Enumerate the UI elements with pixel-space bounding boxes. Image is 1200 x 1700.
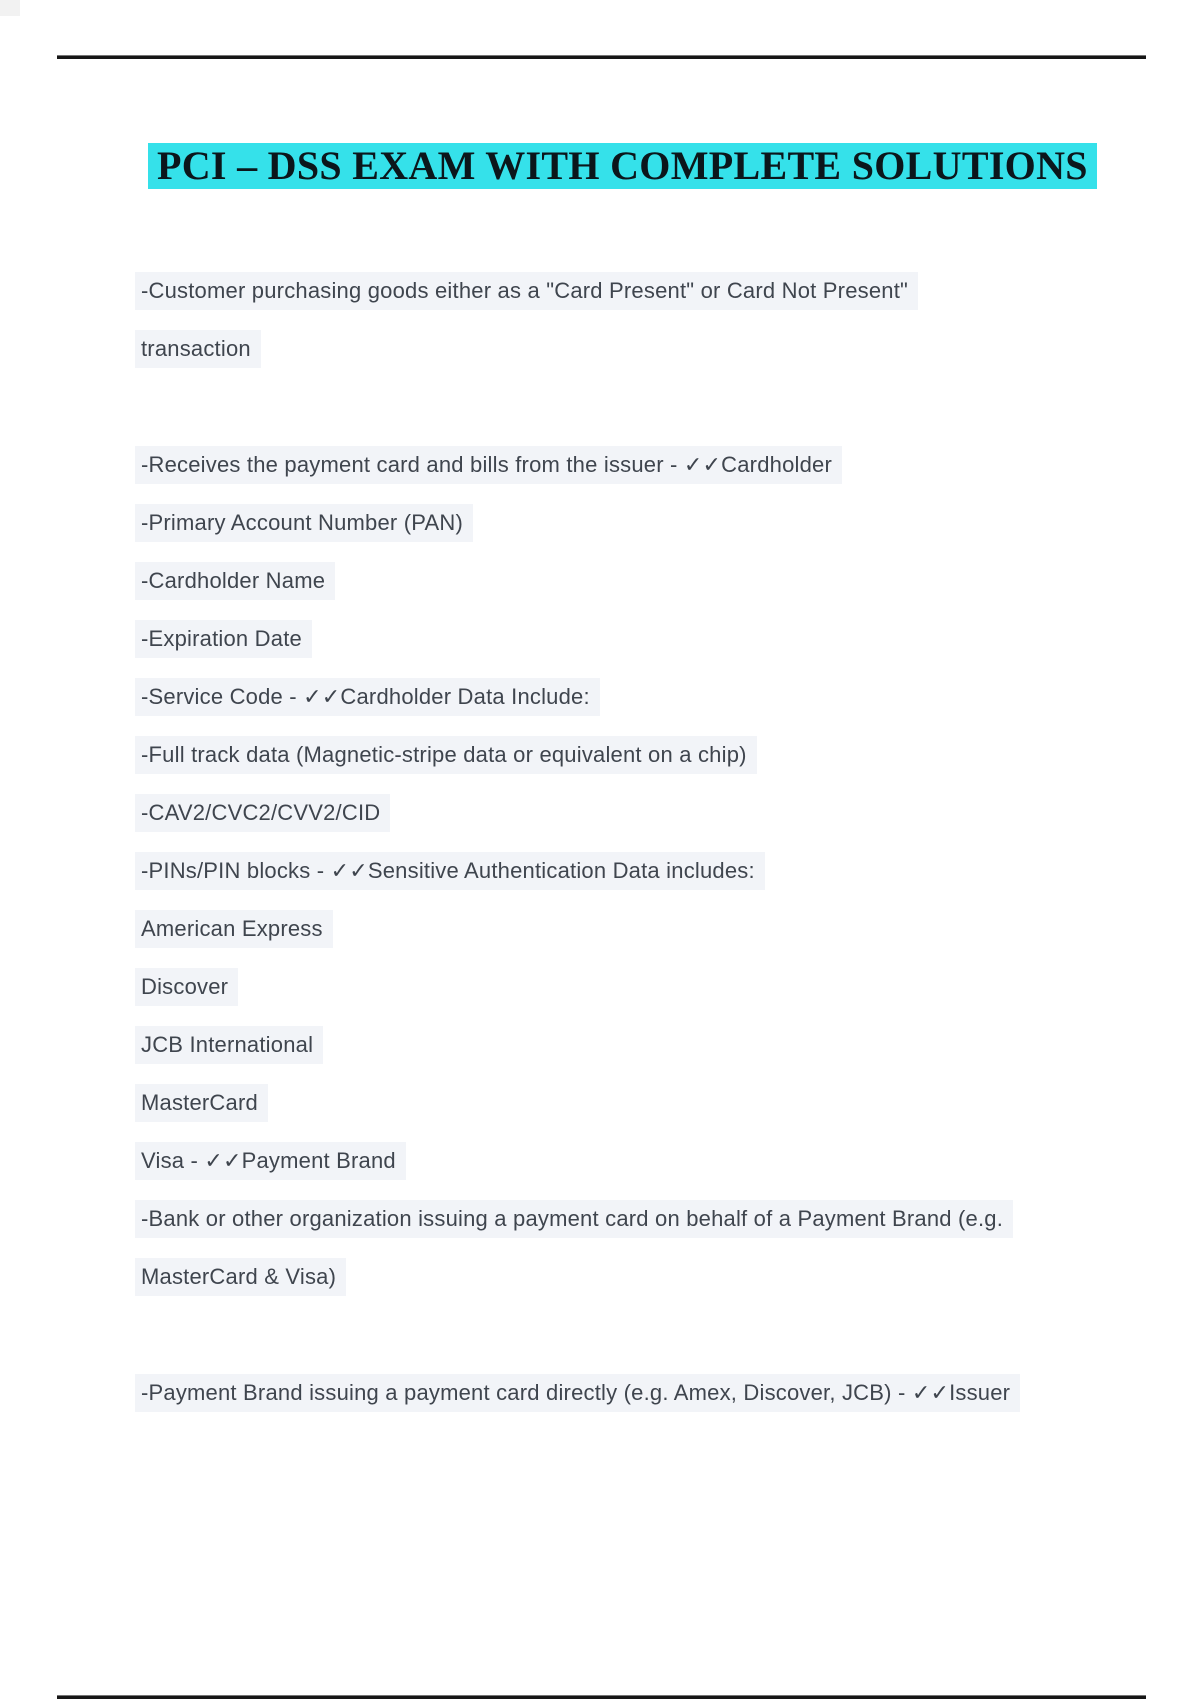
line-text: -Bank or other organization issuing a payment card on behalf of a Payment Brand (e.g. bbox=[135, 1200, 1013, 1238]
line-text: Discover bbox=[135, 968, 238, 1006]
document-line bbox=[135, 852, 1155, 890]
document-line bbox=[135, 1258, 1155, 1296]
document-line bbox=[135, 272, 1155, 310]
line-text: -PINs/PIN blocks - ✓✓Sensitive Authentication Data includes: bbox=[135, 852, 765, 890]
document-line bbox=[135, 968, 1155, 1006]
document-line bbox=[135, 1374, 1155, 1412]
line-text: MasterCard & Visa) bbox=[135, 1258, 346, 1296]
line-text: -Receives the payment card and bills from the issuer - ✓✓Cardholder bbox=[135, 446, 842, 484]
document-line bbox=[135, 562, 1155, 600]
line-text: -Payment Brand issuing a payment card directly (e.g. Amex, Discover, JCB) - ✓✓Issuer bbox=[135, 1374, 1020, 1412]
document-title bbox=[148, 143, 1097, 189]
horizontal-rule-bottom bbox=[57, 1695, 1146, 1699]
title-highlight: PCI – DSS EXAM WITH COMPLETE SOLUTIONS bbox=[148, 143, 1097, 189]
line-text: -Expiration Date bbox=[135, 620, 312, 658]
scan-artifact bbox=[0, 0, 20, 16]
line-text: -Full track data (Magnetic-stripe data or equivalent on a chip) bbox=[135, 736, 757, 774]
line-text: transaction bbox=[135, 330, 261, 368]
line-text: JCB International bbox=[135, 1026, 323, 1064]
line-text: -CAV2/CVC2/CVV2/CID bbox=[135, 794, 390, 832]
line-text: MasterCard bbox=[135, 1084, 268, 1122]
document-line bbox=[135, 330, 1155, 368]
document-line bbox=[135, 736, 1155, 774]
document-line bbox=[135, 1200, 1155, 1238]
document-line bbox=[135, 1026, 1155, 1064]
document-line bbox=[135, 446, 1155, 484]
document-line bbox=[135, 1084, 1155, 1122]
horizontal-rule-top bbox=[57, 55, 1146, 59]
document-body bbox=[135, 272, 1155, 1432]
document-line bbox=[135, 620, 1155, 658]
line-text: -Primary Account Number (PAN) bbox=[135, 504, 473, 542]
line-text: American Express bbox=[135, 910, 333, 948]
document-line bbox=[135, 794, 1155, 832]
document-line bbox=[135, 388, 1155, 426]
line-text: -Cardholder Name bbox=[135, 562, 335, 600]
document-line bbox=[135, 910, 1155, 948]
document-line bbox=[135, 504, 1155, 542]
document-line bbox=[135, 678, 1155, 716]
document-line bbox=[135, 1316, 1155, 1354]
document-line bbox=[135, 1142, 1155, 1180]
line-text: -Service Code - ✓✓Cardholder Data Include: bbox=[135, 678, 600, 716]
line-text: Visa - ✓✓Payment Brand bbox=[135, 1142, 406, 1180]
line-text: -Customer purchasing goods either as a "Card Present" or Card Not Present" bbox=[135, 272, 918, 310]
